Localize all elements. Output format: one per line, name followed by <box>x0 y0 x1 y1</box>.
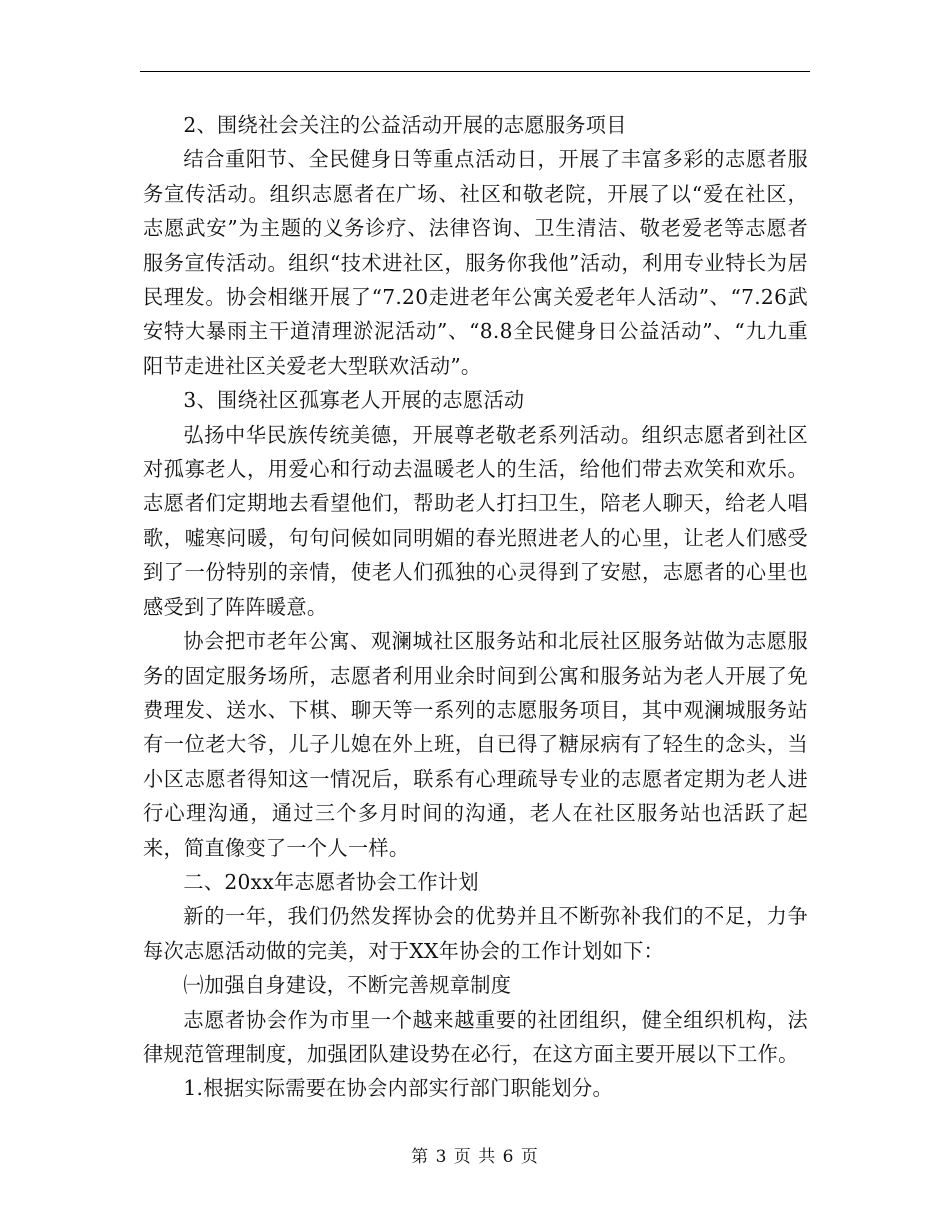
paragraph-new-year-intro: 新的一年，我们仍然发挥协会的优势并且不断弥补我们的不足，力争每次志愿活动做的完美，对于XX年协会的工作计划如下： <box>143 904 808 963</box>
paragraph-respect-elderly: 弘扬中华民族传统美德，开展尊老敬老系列活动。组织志愿者到社区对孤寡老人，用爱心和行动去温暖老人的生活，给他们带去欢笑和欢乐。志愿者们定期地去看望他们，帮助老人打扫卫生，陪老人聊天，给老人唱歌，嘘寒问暖，句句问候如同明媚的春光照进老人的心里，让老人们感受到了一份特别的亲情，使老人们孤独的心灵得到了安慰，志愿者的心里也感受到了阵阵暖意。 <box>143 422 808 619</box>
footer-mid: 页 共 <box>453 1147 497 1167</box>
paragraph-publicity-activities: 结合重阳节、全民健身日等重点活动日，开展了丰富多彩的志愿者服务宣传活动。组织志愿者在广场、社区和敬老院，开展了以“爱在社区，志愿武安”为主题的义务诊疗、法律咨询、卫生清洁、敬老爱老等志愿者服务宣传活动。组织“技术进社区，服务你我他”活动，利用专业特长为居民理发。协会相继开展了“7.20走进老年公寓关爱老年人活动”、“7.26武安特大暴雨主干道清理淤泥活动”、“8.8全民健身日公益活动”、“九九重阳节走进社区关爱老大型联欢活动”。 <box>143 147 808 378</box>
footer-suffix: 页 <box>520 1147 539 1167</box>
footer-prefix: 第 <box>411 1147 430 1167</box>
header-rule <box>140 71 810 72</box>
footer-current-page: 3 <box>435 1147 448 1167</box>
document-body <box>143 108 808 1106</box>
heading-self-construction: ㈠加强自身建设，不断完善规章制度 <box>183 973 512 998</box>
footer-total-pages: 6 <box>502 1147 515 1167</box>
paragraph-organization-building: 志愿者协会作为市里一个越来越重要的社团组织，健全组织机构，法律规范管理制度，加强团队建设势在必行，在这方面主要开展以下工作。 <box>143 1007 808 1066</box>
heading-public-welfare-projects: 2、围绕社会关注的公益活动开展的志愿服务项目 <box>183 113 627 137</box>
heading-work-plan: 二、20xx年志愿者协会工作计划 <box>183 869 479 894</box>
heading-elderly-care-activities: 3、围绕社区孤寡老人开展的志愿活动 <box>183 388 525 413</box>
list-item-department-division: 1.根据实际需要在协会内部实行部门职能划分。 <box>183 1076 614 1101</box>
paragraph-fixed-service-sites: 协会把市老年公寓、观澜城社区服务站和北辰社区服务站做为志愿服务的固定服务场所，志愿者利用业余时间到公寓和服务站为老人开展了免费理发、送水、下棋、聊天等一系列的志愿服务项目，其中观澜城服务站有一位老大爷，儿子儿媳在外上班，自已得了糖尿病有了轻生的念头，当小区志愿者得知这一情况后，联系有心理疏导专业的志愿者定期为老人进行心理沟通，通过三个多月时间的沟通，老人在社区服务站也活跃了起来，简直像变了一个人一样。 <box>143 629 808 860</box>
page-footer <box>0 1145 950 1169</box>
